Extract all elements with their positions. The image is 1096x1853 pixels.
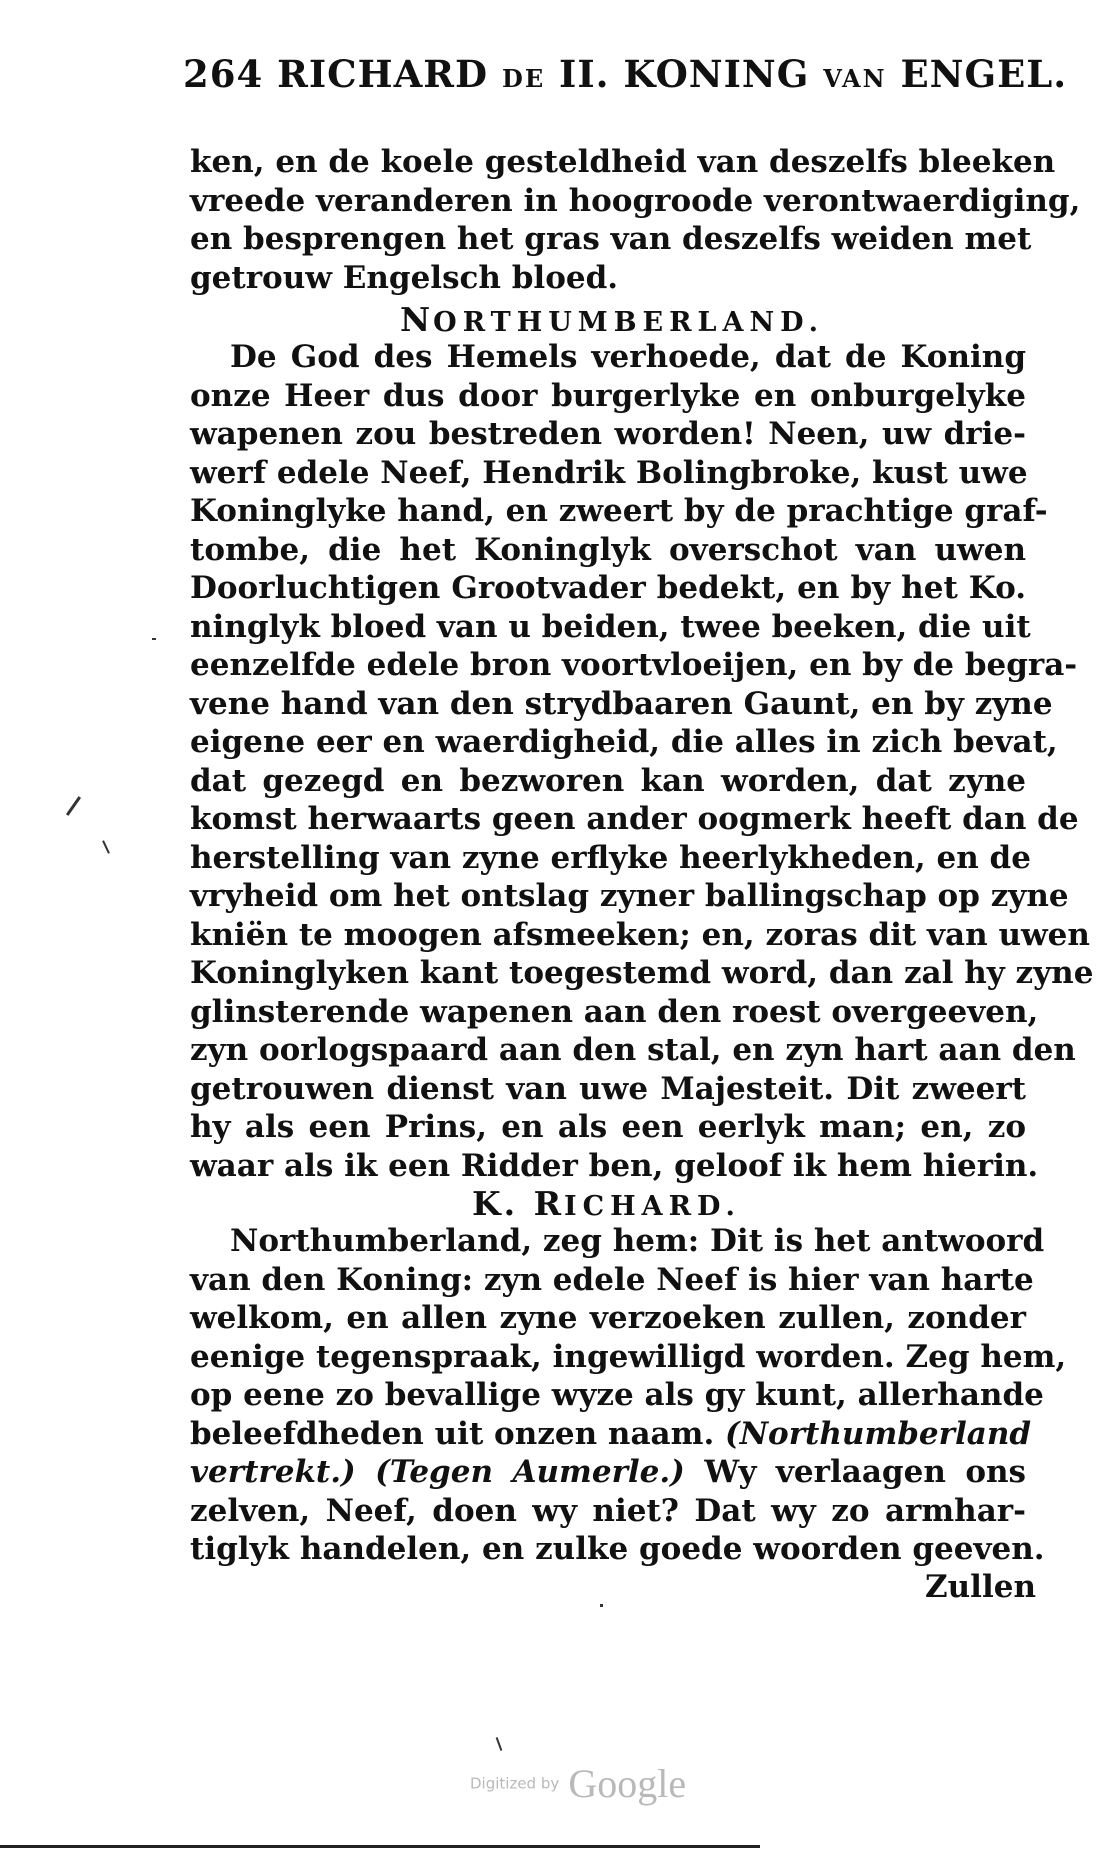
text-line: ninglyk bloed van u beiden, twee beeken, die uit — [190, 608, 1031, 645]
print-speck — [600, 1604, 603, 1607]
text-line: hy als een Prins, en als een eerlyk man; en, zo — [190, 1109, 1026, 1145]
text-fragment: beleefdheden uit onzen naam. — [190, 1415, 715, 1452]
text-line: dat gezegd en bezworen kan worden, dat zyne — [190, 762, 1026, 799]
digitized-watermark — [470, 1760, 686, 1807]
header-title-engel: ENGEL. — [900, 52, 1068, 96]
text-line: eenzelfde edele bron voortvloeijen, en by de begra- — [190, 647, 1078, 683]
text-line: komst herwaarts geen ander oogmerk heeft dan de — [190, 801, 1079, 837]
text-line: glinsterende wapenen aan den roest overgeeven, — [190, 993, 1039, 1030]
text-line: onze Heer dus door burgerlyke en onburgelyke — [190, 377, 1026, 414]
speaker-initial: R — [533, 1184, 565, 1223]
speech-northumberland — [190, 338, 1094, 1185]
text-line: waar als ik een Ridder ben, geloof ik hem hierin. — [190, 1147, 1039, 1184]
running-header — [183, 52, 1068, 112]
text-line: tombe, die het Koninglyk overschot van uwen — [190, 531, 1026, 568]
print-speck — [152, 638, 156, 640]
text-line: Koninglyke hand, en zweert by de prachtige graf- — [190, 493, 1048, 529]
speaker-name-rest: ORTHUMBERLAND. — [433, 307, 824, 338]
text-line: eigene eer en waerdigheid, die alles in zich bevat, — [190, 724, 1058, 760]
speaker-prefix: K. — [472, 1184, 519, 1223]
stage-direction: vertrekt.) — [190, 1454, 356, 1490]
watermark-brand: Google — [568, 1761, 687, 1806]
text-line: zyn oorlogspaard aan den stal, en zyn hart aan den — [190, 1032, 1076, 1068]
print-speck — [66, 796, 81, 816]
print-speck — [496, 1737, 503, 1751]
watermark-prefix: Digitized by — [470, 1774, 560, 1793]
text-line: Koninglyken kant toegestemd word, dan zal hy zyne — [190, 955, 1094, 991]
text-line: Doorluchtigen Grootvader bedekt, en by het Ko. — [190, 570, 1026, 606]
text-line — [190, 1415, 1032, 1454]
text-line: kniën te moogen afsmeeken; en, zoras dit van uwen — [190, 916, 1090, 953]
text-line: vryheid om het ontslag zyner ballingschap op zyne — [190, 878, 1069, 914]
speaker-heading-northumberland — [400, 300, 824, 339]
text-line: vene hand van den strydbaaren Gaunt, en by zyne — [190, 685, 1053, 722]
text-line: De God des Hemels verhoede, dat de Koning — [230, 339, 1026, 375]
speech-k-richard — [190, 1222, 1067, 1569]
speaker-name-rest: ICHARD. — [564, 1191, 741, 1222]
bottom-edge-rule — [0, 1845, 760, 1848]
text-line: getrouw Engelsch bloed. — [190, 259, 619, 296]
speaker-heading-k-richard — [472, 1184, 741, 1223]
header-title-de: DE — [502, 64, 546, 93]
page-number: 264 — [183, 52, 264, 96]
text-line: welkom, en allen zyne verzoeken zullen, zonder — [190, 1300, 1026, 1336]
header-title-van: VAN — [823, 64, 887, 93]
catchword: Zullen — [925, 1569, 1036, 1605]
text-line: ken, en de koele gesteldheid van deszelfs bleeken — [190, 144, 1056, 180]
text-line: tiglyk handelen, en zulke goede woorden geeven. — [190, 1531, 1045, 1567]
speaker-initial: N — [400, 300, 434, 339]
text-line: Northumberland, zeg hem: Dit is het antwoord — [230, 1223, 1045, 1259]
paragraph-continuation — [190, 143, 1081, 297]
text-fragment: Wy verlaagen ons — [704, 1454, 1026, 1490]
stage-direction: (Tegen Aumerle.) — [375, 1454, 685, 1490]
text-line: getrouwen dienst van uwe Majesteit. Dit zweert — [190, 1070, 1026, 1107]
text-line: en besprengen het gras van deszelfs weiden met — [190, 221, 1032, 257]
text-line: zelven, Neef, doen wy niet? Dat wy zo armhar- — [190, 1492, 1026, 1529]
stage-direction: (Northumberland — [725, 1415, 1032, 1452]
text-line: vreede veranderen in hoogroode verontwaerdiging, — [190, 182, 1081, 219]
text-line: wapenen zou bestreden worden! Neen, uw drie- — [190, 416, 1026, 452]
text-line: eenige tegenspraak, ingewilligd worden. Zeg hem, — [190, 1338, 1067, 1375]
header-title-richard: RICHARD — [277, 52, 489, 96]
text-line — [190, 1453, 1026, 1492]
text-line: werf edele Neef, Hendrik Bolingbroke, kust uwe — [190, 454, 1028, 491]
text-line: op eene zo bevallige wyze als gy kunt, allerhande — [190, 1377, 1044, 1413]
print-speck — [102, 840, 110, 854]
text-line: van den Koning: zyn edele Neef is hier van harte — [190, 1261, 1034, 1298]
text-line: herstelling van zyne erflyke heerlykheden, en de — [190, 839, 1031, 876]
header-title-koning: II. KONING — [559, 52, 810, 96]
